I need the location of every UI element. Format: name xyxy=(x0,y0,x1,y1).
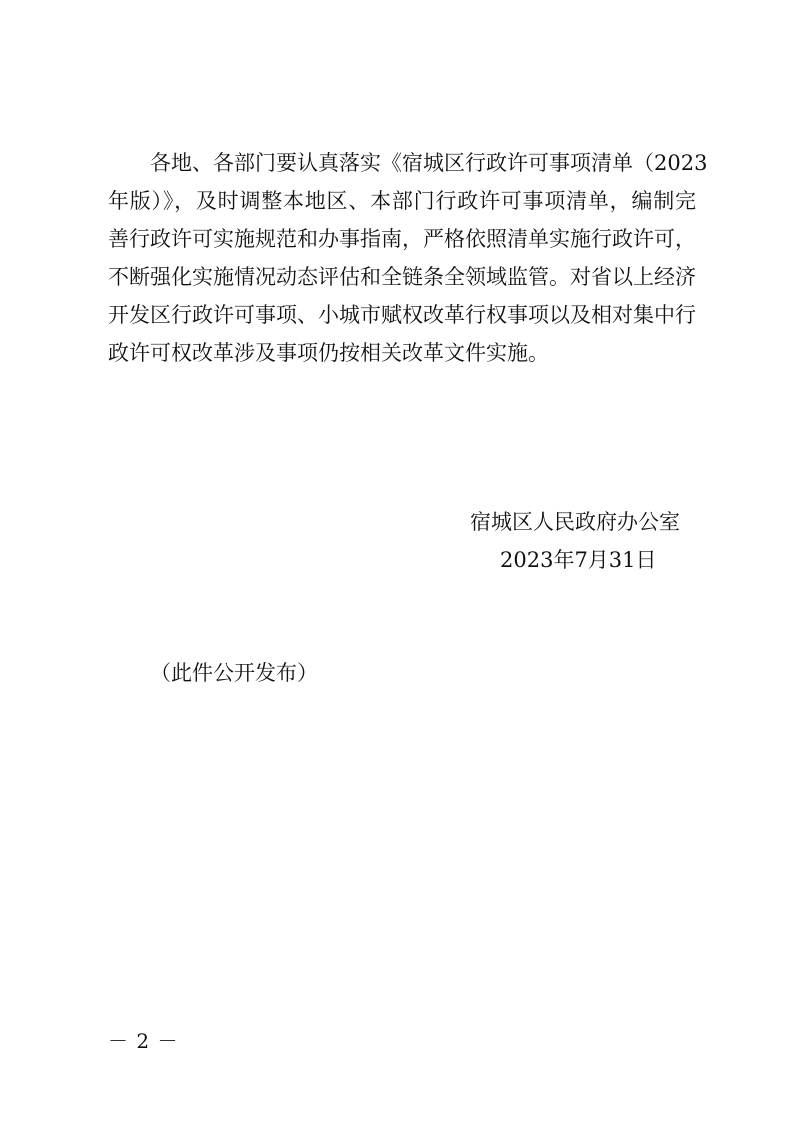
paragraph-line: 不断强化实施情况动态评估和全链条全领域监管。对省以上经济 xyxy=(108,265,696,289)
paragraph-line: 各地、各部门要认真落实《宿城区行政许可事项清单（2023 xyxy=(150,151,708,175)
paragraph-line: 开发区行政许可事项、小城市赋权改革行权事项以及相对集中行 xyxy=(108,303,696,327)
paragraph-line: 政许可权改革涉及事项仍按相关改革文件实施。 xyxy=(108,341,549,365)
paragraph-line: 善行政许可实施规范和办事指南，严格依照清单实施行政许可， xyxy=(108,227,696,251)
publish-note: （此件公开发布） xyxy=(150,661,318,685)
page-number: － 2 － xyxy=(108,1029,179,1053)
signature-date: 2023年7月31日 xyxy=(500,548,657,572)
paragraph-line: 年版）》，及时调整本地区、本部门行政许可事项清单，编制完 xyxy=(108,189,696,213)
signature-office: 宿城区人民政府办公室 xyxy=(470,510,680,534)
